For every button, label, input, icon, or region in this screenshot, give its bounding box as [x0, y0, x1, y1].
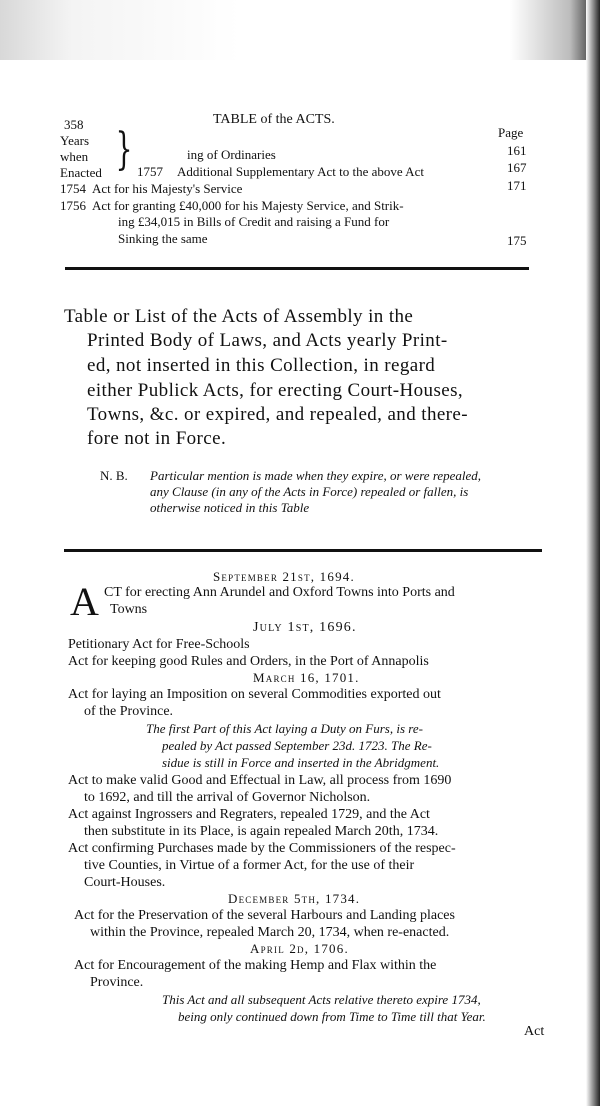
- heading-line: Towns, &c. or expired, and repealed, and there-: [87, 404, 468, 425]
- entry-line: Act for keeping good Rules and Orders, in the Port of Annapolis: [68, 654, 429, 669]
- entry-note-line: being only continued down from Time to Time till that Year.: [178, 1009, 486, 1024]
- entry-note-line: This Act and all subsequent Acts relative thereto expire 1734,: [162, 992, 481, 1007]
- entry-line: Act to make valid Good and Effectual in Law, all process from 1690: [68, 773, 452, 788]
- page-column-label: Page: [498, 125, 524, 140]
- date-heading: September 21st, 1694.: [213, 569, 355, 584]
- note-line: any Clause (in any of the Acts in Force) repealed or fallen, is: [150, 484, 469, 499]
- table-row-text: Additional Supplementary Act to the above Act: [177, 164, 424, 179]
- entry-line: Towns: [110, 602, 148, 617]
- entry-line: to 1692, and till the arrival of Governor Nicholson.: [84, 790, 371, 805]
- table-row-year: 1754: [60, 181, 86, 196]
- date-heading: December 5th, 1734.: [228, 891, 361, 906]
- table-row-year: 1757: [137, 164, 163, 179]
- entry-line: tive Counties, in Virtue of a former Act, for the use of their: [84, 858, 415, 873]
- entry-line: Act for laying an Imposition on several Commodities exported out: [68, 687, 441, 702]
- entry-line: of the Province.: [84, 704, 174, 719]
- heading-line: fore not in Force.: [87, 428, 227, 449]
- heading-line: either Publick Acts, for erecting Court-Houses,: [87, 380, 464, 401]
- date-heading: July 1st, 1696.: [253, 620, 357, 635]
- enacted-label: Enacted: [60, 165, 102, 180]
- table-row-page: 175: [507, 233, 527, 248]
- table-row-text: ing of Ordinaries: [187, 147, 276, 162]
- date-heading: March 16, 1701.: [253, 670, 360, 685]
- entry-line: Act against Ingrossers and Regraters, repealed 1729, and the Act: [68, 807, 430, 822]
- entry-line: Act confirming Purchases made by the Commissioners of the respec-: [68, 841, 456, 856]
- heading-line: Printed Body of Laws, and Acts yearly Print-: [87, 330, 448, 351]
- when-label: when: [60, 149, 89, 164]
- page-right-edge: [586, 0, 600, 1106]
- entry-line: within the Province, repealed March 20, 1734, when re-enacted.: [90, 925, 450, 940]
- entry-line: Petitionary Act for Free-Schools: [68, 637, 250, 652]
- entry-note-line: pealed by Act passed September 23d. 1723. The Re-: [162, 738, 432, 753]
- table-row-page: 161: [507, 143, 527, 158]
- section-divider: [64, 549, 542, 552]
- section-divider: [65, 267, 529, 270]
- table-row-text: Act for his Majesty's Service: [92, 181, 243, 196]
- entry-line: CT for erecting Ann Arundel and Oxford Towns into Ports and: [104, 585, 455, 600]
- heading-line: Table or List of the Acts of Assembly in the: [64, 306, 414, 327]
- table-row-page: 171: [507, 178, 527, 193]
- date-heading: April 2d, 1706.: [250, 941, 349, 956]
- note-label: N. B.: [100, 468, 128, 483]
- note-line: otherwise noticed in this Table: [150, 500, 310, 515]
- table-row-text: Act for granting £40,000 for his Majesty Service, and Strik-: [92, 198, 404, 213]
- page-top-shadow: [0, 0, 600, 60]
- table-row-page: 167: [507, 160, 527, 175]
- heading-line: ed, not inserted in this Collection, in regard: [87, 355, 436, 376]
- brace-glyph: }: [115, 124, 133, 175]
- entry-line: Court-Houses.: [84, 875, 166, 890]
- entry-line: Act for Encouragement of the making Hemp and Flax within the: [74, 958, 437, 973]
- years-label: Years: [60, 133, 90, 148]
- entry-note-line: sidue is still in Force and inserted in the Abridgment.: [162, 755, 440, 770]
- entry-note-line: The first Part of this Act laying a Duty on Furs, is re-: [146, 721, 423, 736]
- entry-line: Province.: [90, 975, 144, 990]
- entry-line: Act for the Preservation of the several Harbours and Landing places: [74, 908, 455, 923]
- table-row-continuation: ing £34,015 in Bills of Credit and raising a Fund for: [118, 214, 390, 229]
- table-row-year: 1756: [60, 198, 86, 213]
- entry-line: then substitute in its Place, is again repealed March 20th, 1734.: [84, 824, 439, 839]
- table-row-continuation: Sinking the same: [118, 231, 208, 246]
- note-line: Particular mention is made when they expire, or were repealed,: [150, 468, 482, 483]
- drop-cap: A: [70, 579, 99, 624]
- page-number: 358: [64, 117, 84, 132]
- running-title: TABLE of the ACTS.: [213, 112, 335, 127]
- catchword: Act: [524, 1024, 545, 1039]
